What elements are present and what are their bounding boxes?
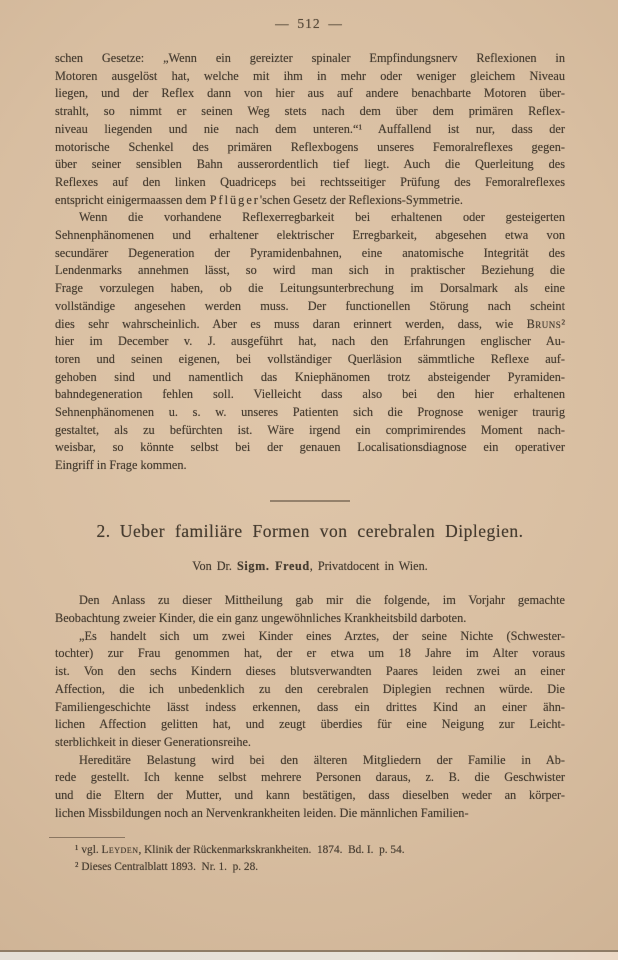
scan-bottom-edge: [0, 950, 618, 960]
smallcaps-name: Leyden: [101, 844, 139, 857]
text-line: entspricht einigermaassen dem Pflüger'schen Gesetz der Reflexions-Symmetrie.: [55, 192, 463, 207]
byline-prefix: Von Dr.: [192, 558, 238, 573]
text-line: toren und seinen eigenen, bei vollständiger Querläsion sämmtliche Reflexe auf-: [55, 351, 565, 366]
footnote-marker: ¹: [75, 844, 79, 857]
page-content: [55, 50, 565, 875]
text-line: ist. Von den sechs Kindern dieses blutsverwandten Paares leiden zwei an einer: [55, 664, 565, 679]
text-line: motorische Schenkel des primären Reflexbogens unseres Femoralreflexes gegen-: [55, 139, 565, 154]
text-line: gehoben sind und namentlich das Kniephänomen trotz absteigender Pyramiden-: [55, 369, 565, 384]
paragraph: [55, 752, 565, 823]
byline-suffix: , Privatdocent in Wien.: [309, 558, 428, 573]
text-line: weisbar, so könnte selbst bei der genauen Localisationsdiagnose ein operativer: [55, 440, 565, 455]
footnotes-list: [55, 842, 565, 875]
footnote: ¹ vgl. Leyden, Klinik der Rückenmarkskrankheiten. 1874. Bd. I. p. 54.: [75, 844, 405, 857]
text-line: tochter) zur Frau genommen hat, der er etwa um 18 Jahre im Alter voraus: [55, 646, 565, 661]
article-heading: 2. Ueber familiäre Formen von cerebralen Diplegien.: [96, 520, 524, 541]
byline-author: Sigm. Freud: [237, 558, 310, 573]
text-line: gestaltet, als zu befürchten ist. Wäre irgend ein comprimirendes Moment nach-: [55, 422, 565, 437]
paragraph: [55, 209, 565, 475]
text-line: schen Gesetze: „Wenn ein gereizter spinaler Empfindungsnerv Reflexionen in: [55, 51, 565, 65]
article-end-body: [55, 50, 565, 475]
text-line: Reflexes auf den linken Quadriceps bei rechtsseitiger Prüfung des Femoralreflexes: [55, 174, 565, 189]
letterspaced-word: Pflüger: [209, 192, 260, 207]
text-line: secundärer Degeneration der Pyramidenbahnen, eine anatomische Integrität des: [55, 245, 565, 260]
text-line: Motoren ausgelöst hat, welche mit ihm in mehr oder weniger gleichem Niveau: [55, 68, 565, 83]
text-line: Wenn die vorhandene Reflexerregbarkeit bei erhaltenen oder gesteigerten: [79, 210, 565, 225]
page-number: — 512 —: [275, 16, 343, 31]
text-line: Eingriff in Frage kommen.: [55, 458, 187, 473]
article-separator-rule: [270, 500, 350, 502]
text-line: Frage vorzulegen haben, ob die Leitungsunterbrechung im Dorsalmark als eine: [55, 281, 565, 296]
text-line: rede gestellt. Ich kenne selbst mehrere Personen daraus, z. B. die Geschwister: [55, 770, 565, 785]
text-line: sterblichkeit in dieser Generationsreihe.: [55, 734, 251, 749]
text-line: niveau liegenden und nie nach dem unteren.“¹ Auffallend ist nur, dass der: [55, 121, 565, 136]
footnote: ² Dieses Centralblatt 1893. Nr. 1. p. 28.: [75, 860, 259, 873]
text-line: lichen Missbildungen noch an Nervenkrankheiten leiden. Die männlichen Familien-: [55, 805, 469, 820]
byline: [55, 558, 565, 576]
text-line: über seiner sensiblen Bahn ausserordentlich tief liegt. Auch die Querleitung des: [55, 157, 565, 172]
text-line: Sehnenphänomenen und erhaltener elektrischer Erregbarkeit, abgesehen etwa von: [55, 228, 565, 243]
smallcaps-name: Bruns: [526, 316, 562, 331]
article-start-body: [55, 592, 565, 822]
text-line: und die Eltern der Mutter, und kann bestätigen, dass dieselben weder an körper-: [55, 788, 565, 803]
text-line: Hereditäre Belastung wird bei den älteren Mitgliedern der Familie in Ab-: [79, 752, 565, 767]
paragraph: [55, 628, 565, 752]
text-line: dies sehr wahrscheinlich. Aber es muss daran erinnert werden, dass, wie Bruns²: [55, 316, 565, 331]
text-line: lichen Affection gelitten hat, und zeugt überdies für eine Neigung zur Leicht-: [55, 717, 565, 732]
text-line: „Es handelt sich um zwei Kinder eines Arztes, der seine Nichte (Schwester-: [79, 628, 565, 643]
text-line: strahlt, so nimmt er seinen Weg stets nach dem über dem primären Reflex-: [55, 104, 565, 119]
paragraph: [55, 50, 565, 209]
text-line: Beobachtung zweier Kinder, die ein ganz ungewöhnliches Krankheitsbild darboten.: [55, 610, 467, 625]
text-line: bahndegeneration fehlen soll. Vielleicht dass also bei den hier erhaltenen: [55, 387, 565, 402]
paragraph: [55, 592, 565, 627]
text-line: vollständige angesehen werden muss. Der functionellen Störung nach scheint: [55, 298, 565, 313]
text-line: Sehnenphänomenen u. s. w. unseres Patienten sich die Prognose weniger traurig: [55, 405, 565, 420]
text-line: Familiengeschichte lässt indess erkennen, dass ein drittes Kind an einer ähn-: [55, 699, 565, 714]
footnote-separator-rule: [49, 837, 125, 838]
text-line: liegen, und der Reflex dann von hier aus auf andere benachbarte Motoren über-: [55, 86, 565, 101]
footnote-marker: ²: [75, 860, 79, 873]
text-line: Den Anlass zu dieser Mittheilung gab mir die folgende, im Vorjahr gemachte: [79, 593, 565, 608]
text-line: hier im December v. J. ausgeführt hat, nach den Erfahrungen englischer Au-: [55, 334, 565, 349]
text-line: Lendenmarks annehmen lässt, so wird man sich in praktischer Beziehung die: [55, 263, 565, 278]
text-line: Affection, die ich unbedenklich zu den cerebralen Diplegien rechnen würde. Die: [55, 681, 565, 696]
